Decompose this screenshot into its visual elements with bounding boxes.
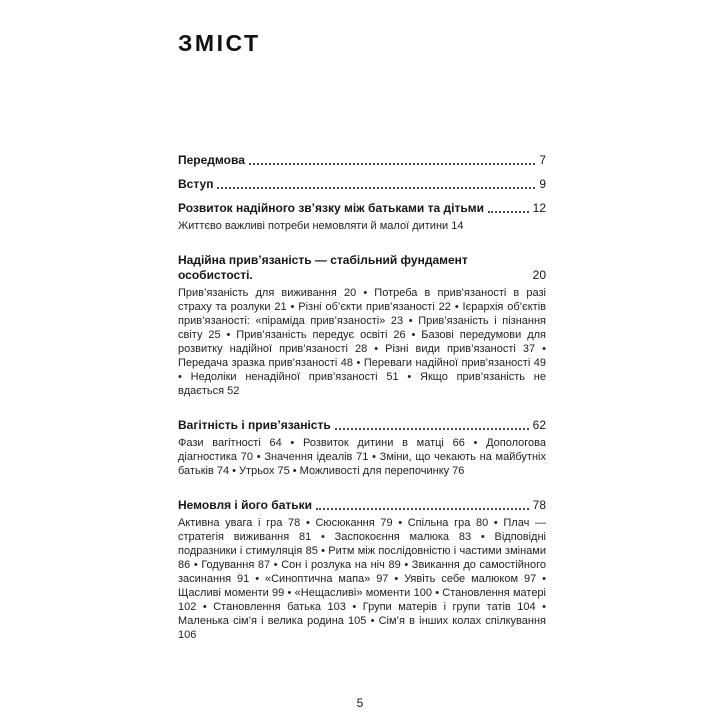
toc-entry (178, 498, 546, 642)
toc-entry-subtopics: Активна увага і гра 78 • Сюсюкання 79 • Спільна гра 80 • Плач — стратегія виживання 81 • Заспокоєння малюка 83 • Відповідні подразники і стимуляція 85 • Ритм між послідовністю і частими змінами 86 • Годування 87 • Сон і розлука на ніч 89 • Звикання до самостійного засинання 91 • «Синоптична мапа» 97 • Уявіть себе малюком 97 • Щасливі моменти 99 • «Нещасливі» моменти 100 • Становлення матері 102 • Становлення батька 103 • Групи матерів і групи татів 104 • Маленька сім’я і велика родина 105 • Сім’я в інших колах спілкування 106 (178, 517, 546, 641)
toc-entry (178, 418, 546, 478)
dot-leader (217, 187, 535, 189)
toc-entry-line (178, 201, 546, 216)
dot-leader (316, 508, 529, 510)
toc-entry-line (178, 418, 546, 433)
toc-entry-page: 20 (532, 268, 546, 282)
toc-entry-subtopics: Життєво важливі потреби немовляти й малої дитини 14 (178, 220, 464, 232)
toc-entry-subtopics: Прив’язаність для виживання 20 • Потреба в прив’язаності в разі страху та розлуки 21 • Різні об’єкти прив’язаності 22 • Ієрархія об’єктів прив’язаності: «піраміда прив’язаності» 23 • Прив’язаність і пізнання світу 25 • Прив’язаність передує освіті 26 • Базові передумови для розвитку надійної прив’язаності 28 • Різні види прив’язаності 37 • Передача зразка прив’язаності 48 • Переваги надійної прив’язаності 49 • Недоліки ненадійної прив’язаності 51 • Якщо прив’язаність не вдається 52 (178, 287, 546, 397)
toc-entry (178, 153, 546, 168)
toc-entry-page: 78 (532, 498, 546, 512)
toc-entry-label: Передмова (178, 153, 245, 167)
toc-entry-line (178, 498, 546, 513)
toc-entry-line (178, 153, 546, 168)
toc-entry-label: Вступ (178, 177, 214, 191)
toc-entry-label: Вагітність і прив’язаність (178, 418, 331, 432)
toc-entry-line (178, 253, 546, 283)
page-number: 5 (356, 696, 364, 710)
toc-entry (178, 201, 546, 233)
toc-entry-subtopics: Фази вагітності 64 • Розвиток дитини в матці 66 • Допологова діагностика 70 • Значення ідеалів 71 • Зміни, що чекають на майбутніх батьків 74 • Утрьох 75 • Можливості для перепочинку 76 (178, 437, 546, 477)
toc-entry-label: Надійна прив’язаність — стабільний фундамент особистості. (178, 253, 468, 282)
toc-entry-label: Розвиток надійного зв’язку між батьками та дітьми (178, 201, 484, 215)
toc-entry (178, 253, 546, 398)
toc-entry-line (178, 177, 546, 192)
toc-entry-page: 62 (532, 418, 546, 432)
toc-entry (178, 177, 546, 192)
toc-entry-page: 9 (539, 177, 546, 191)
toc-entry-page: 12 (532, 201, 546, 215)
dot-leader (249, 163, 535, 165)
toc-entry-page: 7 (539, 153, 546, 167)
toc-entries (178, 153, 546, 642)
dot-leader (335, 428, 529, 430)
toc-entry-label: Немовля і його батьки (178, 498, 313, 512)
toc-content (178, 30, 546, 651)
dot-leader (488, 211, 529, 213)
page-title: ЗМІСТ (178, 30, 261, 56)
